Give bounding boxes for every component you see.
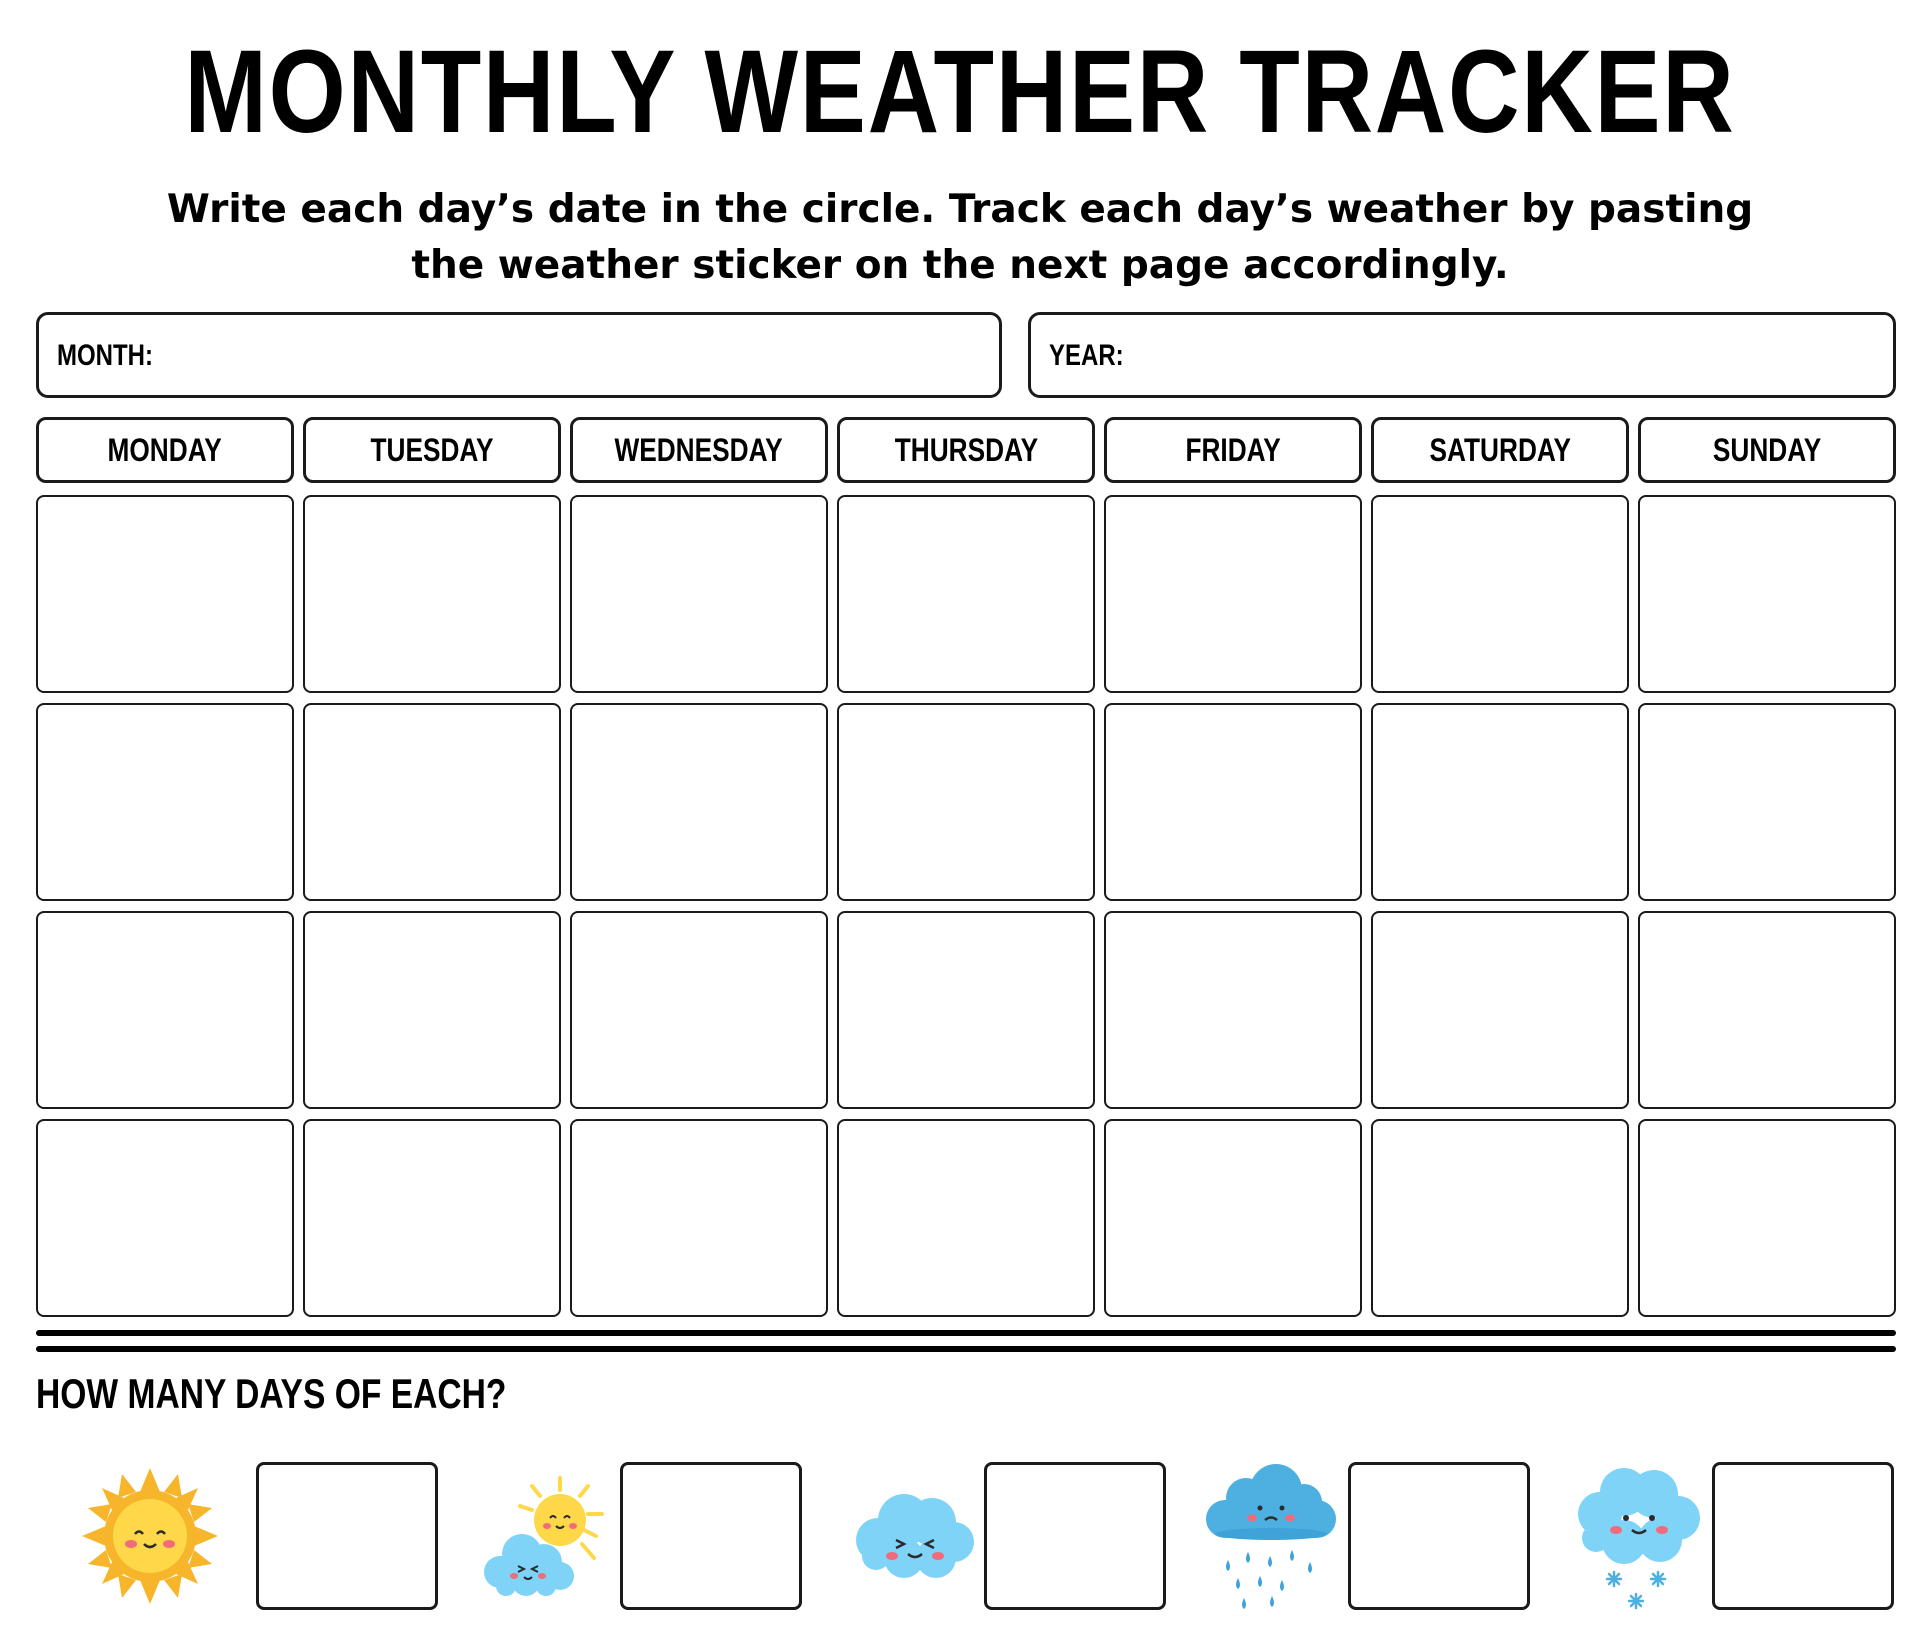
calendar-day-cell[interactable] [303, 911, 561, 1109]
day-header-friday: FRIDAY [1104, 417, 1362, 483]
day-header-tuesday: TUESDAY [303, 417, 561, 483]
calendar-day-cell[interactable] [1104, 495, 1362, 693]
day-header-monday: MONDAY [36, 417, 294, 483]
year-field[interactable] [1028, 312, 1896, 398]
day-header-saturday: SATURDAY [1371, 417, 1629, 483]
page-title: MONTHLY WEATHER TRACKER [184, 26, 1736, 158]
day-header-wednesday: WEDNESDAY [570, 417, 828, 483]
rainy-count-box[interactable] [1348, 1462, 1530, 1610]
calendar-day-cell[interactable] [1638, 495, 1896, 693]
calendar-day-cell[interactable] [1371, 911, 1629, 1109]
snowy-count-box[interactable] [1712, 1462, 1894, 1610]
calendar-day-cell[interactable] [570, 911, 828, 1109]
calendar-day-cell[interactable] [570, 703, 828, 901]
calendar-day-cell[interactable] [303, 1119, 561, 1317]
calendar-day-cell[interactable] [570, 1119, 828, 1317]
calendar-day-cell[interactable] [570, 495, 828, 693]
partly-cloudy-icon [476, 1474, 616, 1598]
summary-heading: HOW MANY DAYS OF EACH? [36, 1370, 507, 1417]
calendar-day-cell[interactable] [837, 1119, 1095, 1317]
calendar-day-cell[interactable] [1638, 703, 1896, 901]
day-header-sunday: SUNDAY [1638, 417, 1896, 483]
cloudy-count-box[interactable] [984, 1462, 1166, 1610]
divider-line-top [36, 1330, 1896, 1336]
calendar-day-cell[interactable] [837, 911, 1095, 1109]
sunny-count-box[interactable] [256, 1462, 438, 1610]
month-label: MONTH: [57, 339, 153, 372]
calendar-day-cell[interactable] [36, 703, 294, 901]
calendar-day-cell[interactable] [1638, 911, 1896, 1109]
instructions-line-1: Write each day’s date in the circle. Track each day’s weather by pasting [166, 187, 1754, 232]
calendar-day-cell[interactable] [36, 911, 294, 1109]
day-header-thursday: THURSDAY [837, 417, 1095, 483]
day-header-row [36, 417, 1896, 483]
calendar-day-cell[interactable] [36, 495, 294, 693]
instructions-line-2: the weather sticker on the next page accordingly. [411, 243, 1509, 288]
calendar-day-cell[interactable] [1371, 703, 1629, 901]
year-label: YEAR: [1049, 339, 1124, 372]
partly-cloudy-count-box[interactable] [620, 1462, 802, 1610]
calendar-day-cell[interactable] [837, 703, 1095, 901]
calendar-day-cell[interactable] [1371, 495, 1629, 693]
calendar-day-cell[interactable] [303, 495, 561, 693]
cloudy-icon [852, 1490, 978, 1580]
calendar-day-cell[interactable] [1104, 1119, 1362, 1317]
calendar-day-cell[interactable] [1104, 703, 1362, 901]
month-field[interactable] [36, 312, 1002, 398]
calendar-day-cell[interactable] [1371, 1119, 1629, 1317]
calendar-day-cell[interactable] [36, 1119, 294, 1317]
snowy-icon [1574, 1466, 1704, 1614]
calendar-day-cell[interactable] [837, 495, 1095, 693]
calendar-day-cell[interactable] [1104, 911, 1362, 1109]
divider-line-bottom [36, 1346, 1896, 1352]
calendar-day-cell[interactable] [1638, 1119, 1896, 1317]
calendar-day-cell[interactable] [303, 703, 561, 901]
rainy-icon [1202, 1464, 1340, 1612]
instructions [160, 182, 1760, 294]
sunny-icon [80, 1466, 220, 1606]
